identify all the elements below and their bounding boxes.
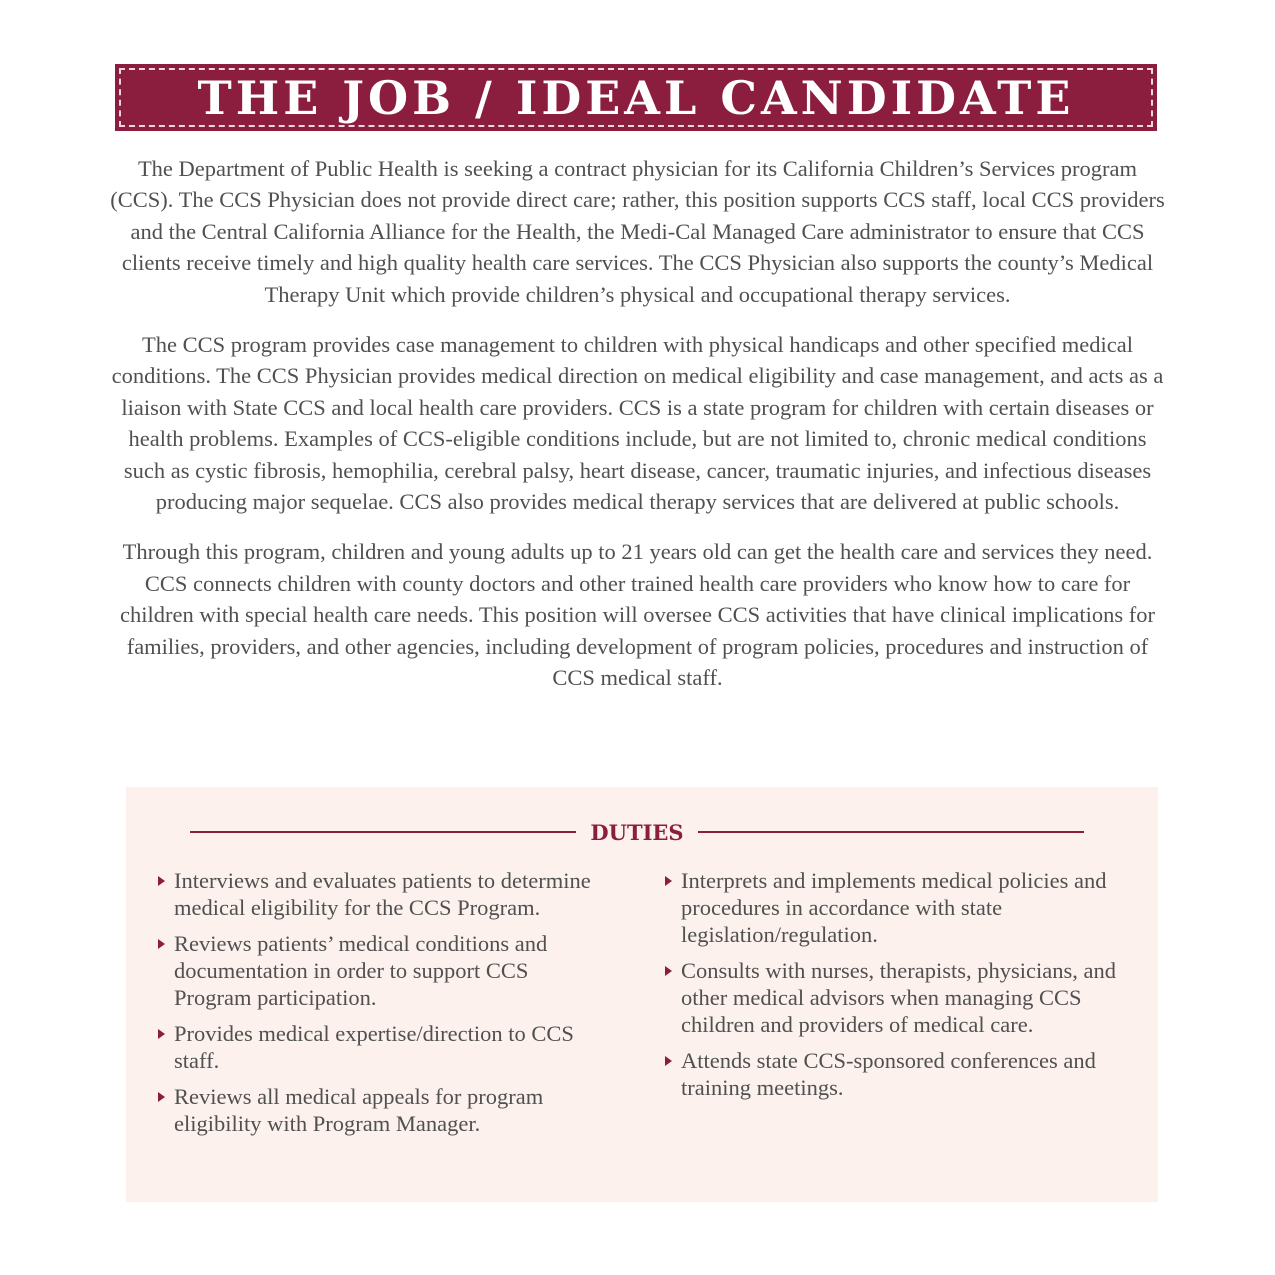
duties-title: DUTIES — [590, 819, 684, 845]
triangle-bullet-icon — [665, 876, 672, 886]
intro-paragraph-2: The CCS program provides case management to children with physical handicaps and other specified medical conditions. The CCS Physician provides medical direction on medical eligibility and case management, and acts as a liaison with State CCS and local health care providers. CCS is a state program for children with certain diseases or health problems. Examples of CCS-eligible conditions include, but are not limited to, chronic medical conditions such as cystic fibrosis, hemophilia, cerebral palsy, heart disease, cancer, traumatic injuries, and infectious diseases producing major sequelae. CCS also provides medical therapy services that are delivered at public schools. — [111, 332, 1164, 515]
duty-item — [156, 1020, 606, 1074]
duties-divider-right — [698, 831, 1084, 833]
duties-divider-left — [190, 831, 576, 833]
intro-section — [110, 153, 1165, 713]
triangle-bullet-icon — [158, 1092, 165, 1102]
duty-item — [663, 957, 1133, 1038]
duty-item — [663, 867, 1133, 948]
intro-paragraph-1: The Department of Public Health is seeking a contract physician for its California Children’s Services program (CCS). The CCS Physician does not provide direct care; rather, this position supports CCS staff, local CCS providers and the Central California Alliance for the Health, the Medi-Cal Managed Care administrator to ensure that CCS clients receive timely and high quality health care services. The CCS Physician also supports the county’s Medical Therapy Unit which provide children’s physical and occupational therapy services. — [110, 156, 1165, 307]
duty-text: Interprets and implements medical policies and procedures in accordance with state legislation/regulation. — [681, 868, 1107, 947]
duty-text: Reviews patients’ medical conditions and documentation in order to support CCS Program participation. — [174, 931, 548, 1010]
triangle-bullet-icon — [158, 939, 165, 949]
duty-text: Reviews all medical appeals for program eligibility with Program Manager. — [174, 1084, 544, 1136]
page-title: THE JOB / IDEAL CANDIDATE — [197, 70, 1075, 125]
duty-item — [663, 1047, 1133, 1101]
duties-header — [190, 817, 1084, 847]
duties-list-left — [156, 867, 606, 1146]
duties-panel — [126, 787, 1158, 1202]
duty-text: Provides medical expertise/direction to CCS staff. — [174, 1021, 574, 1073]
duty-text: Consults with nurses, therapists, physicians, and other medical advisors when managing CCS children and providers of medical care. — [681, 958, 1116, 1037]
duty-item — [156, 1083, 606, 1137]
duty-text: Attends state CCS-sponsored conferences and training meetings. — [681, 1048, 1096, 1100]
intro-paragraph-3: Through this program, children and young adults up to 21 years old can get the health care and services they need. CCS connects children with county doctors and other trained health care providers who know how to care for children with special health care needs. This position will oversee CCS activities that have clinical implications for families, providers, and other agencies, including development of program policies, procedures and instruction of CCS medical staff. — [120, 539, 1155, 691]
duties-list-right — [663, 867, 1133, 1110]
title-banner — [115, 64, 1157, 131]
triangle-bullet-icon — [665, 966, 672, 976]
triangle-bullet-icon — [158, 876, 165, 886]
triangle-bullet-icon — [158, 1029, 165, 1039]
duty-item — [156, 930, 606, 1011]
duty-item — [156, 867, 606, 921]
duty-text: Interviews and evaluates patients to determine medical eligibility for the CCS Program. — [174, 868, 591, 920]
triangle-bullet-icon — [665, 1056, 672, 1066]
